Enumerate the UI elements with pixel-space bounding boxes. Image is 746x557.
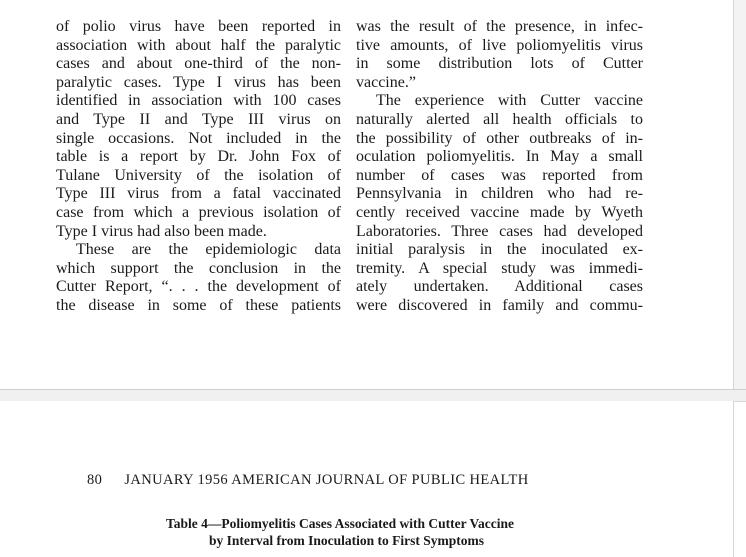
- table-title-line: Table 4—Poliomyelitis Cases Associated with Cutter Vaccine: [166, 516, 514, 531]
- text-line: initial paralysis in the inoculated ex-: [356, 241, 643, 259]
- text-line: single occasions. Not included in the: [56, 129, 341, 147]
- journal-header: JANUARY 1956 AMERICAN JOURNAL OF PUBLIC HEALTH: [124, 472, 529, 488]
- table-title: [166, 515, 590, 549]
- text-line: Type III virus from a fatal vaccinated: [56, 185, 341, 203]
- viewer-background: [734, 0, 746, 389]
- text-column-left: [56, 18, 341, 316]
- table-title-line: by Interval from Inoculation to First Symptoms: [209, 533, 484, 548]
- text-line: the possibility of other outbreaks of in-: [356, 129, 643, 147]
- text-line: Pennsylvania in children who had re-: [356, 185, 643, 203]
- text-line: table is a report by Dr. John Fox of: [56, 148, 341, 166]
- page-number: 80: [87, 472, 103, 488]
- text-line: Type I virus had also been made.: [56, 222, 267, 240]
- text-line: was the result of the presence, in infec-: [356, 18, 643, 35]
- text-line: the disease in some of these patients: [56, 296, 341, 314]
- paragraph-start-line: These are the epidemiologic data: [76, 241, 341, 259]
- text-line: Cutter Report, “. . . the development of: [56, 278, 341, 296]
- text-column-right: [356, 18, 643, 316]
- running-head: [87, 472, 529, 489]
- text-line: of polio virus have been reported in: [56, 18, 341, 35]
- text-line: vaccine.”: [356, 73, 416, 91]
- text-line: number of cases was reported from: [356, 166, 643, 184]
- text-line: cases and about one-third of the non-: [56, 55, 341, 73]
- paragraph-start-line: The experience with Cutter vaccine: [376, 92, 643, 110]
- text-line: naturally alerted all health officials to: [356, 110, 643, 128]
- text-line: in some distribution lots of Cutter: [356, 55, 643, 73]
- text-line: cently received vaccine made by Wyeth: [356, 203, 643, 221]
- text-line: Tulane University of the isolation of: [56, 166, 341, 184]
- text-line: ately undertaken. Additional cases: [356, 278, 643, 296]
- text-line: Laboratories. Three cases had developed: [356, 222, 643, 240]
- page-bottom: [0, 401, 734, 557]
- text-line: tive amounts, of live poliomyelitis virus: [356, 36, 643, 54]
- text-line: identified in association with 100 cases: [56, 92, 341, 110]
- text-line: oculation poliomyelitis. In May a small: [356, 148, 643, 166]
- text-line: which support the conclusion in the: [56, 259, 341, 277]
- text-line: and Type II and Type III virus on: [56, 110, 341, 128]
- text-line: were discovered in family and commu-: [356, 296, 643, 314]
- text-line: paralytic cases. Type I virus has been: [56, 73, 341, 91]
- text-line: association with about half the paralytic: [56, 36, 341, 54]
- text-line: tremity. A special study was immedi-: [356, 259, 643, 277]
- text-line: case from which a previous isolation of: [56, 203, 341, 221]
